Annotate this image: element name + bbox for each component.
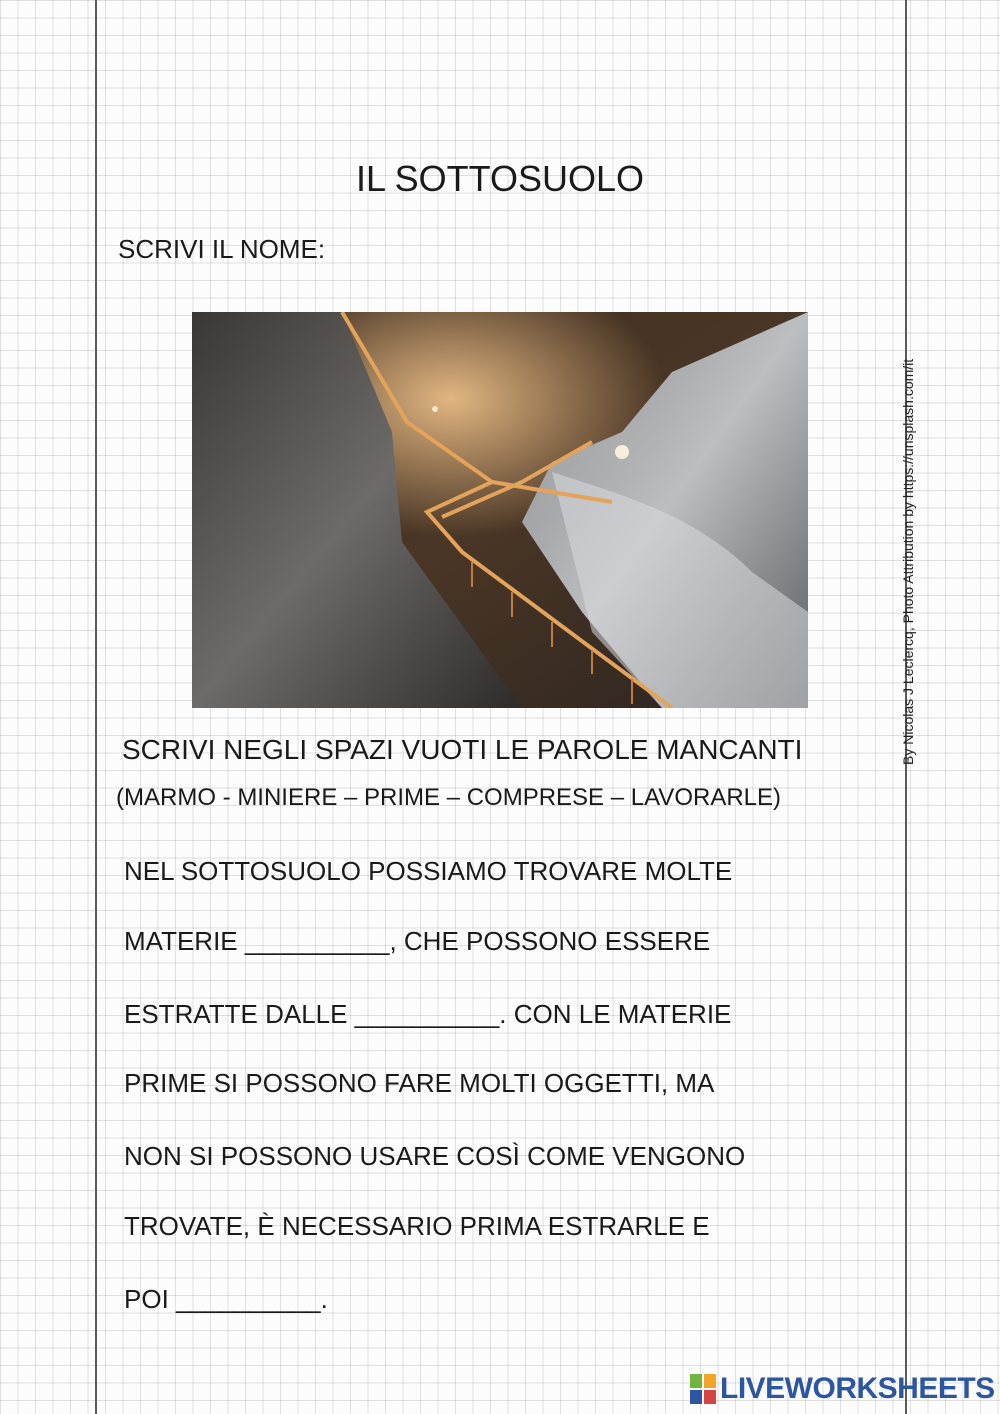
name-label: SCRIVI IL NOME: [118,234,326,264]
photo-credit: By Nicolas J Leclercq, Photo Attribution by https://unsplash.com/it [900,358,916,765]
liveworksheets-logo[interactable] [690,1372,995,1406]
text-line-6: TROVATE, È NECESSARIO PRIMA ESTRARLE E [124,1211,710,1241]
text-line-4: PRIME SI POSSONO FARE MOLTI OGGETTI, MA [124,1068,715,1098]
liveworksheets-logo-icon [690,1374,716,1404]
text-line-7: POI __________. [124,1284,328,1314]
word-bank: (MARMO - MINIERE – PRIME – COMPRESE – LAVORARLE) [116,784,782,811]
page-title: IL SOTTOSUOLO [355,158,645,199]
text-line-2: MATERIE __________, CHE POSSONO ESSERE [124,926,711,956]
logo-text: LIVEWORKSHEETS [720,1372,995,1405]
text-line-1: NEL SOTTOSUOLO POSSIAMO TROVARE MOLTE [124,856,733,886]
text-line-5: NON SI POSSONO USARE COSÌ COME VENGONO [124,1141,746,1171]
instruction-text: SCRIVI NEGLI SPAZI VUOTI LE PAROLE MANCANTI [122,734,803,765]
text-line-3: ESTRATTE DALLE __________. CON LE MATERIE [124,999,732,1029]
left-margin-line [95,0,97,1414]
underground-mine-stairs-photo [192,312,808,708]
